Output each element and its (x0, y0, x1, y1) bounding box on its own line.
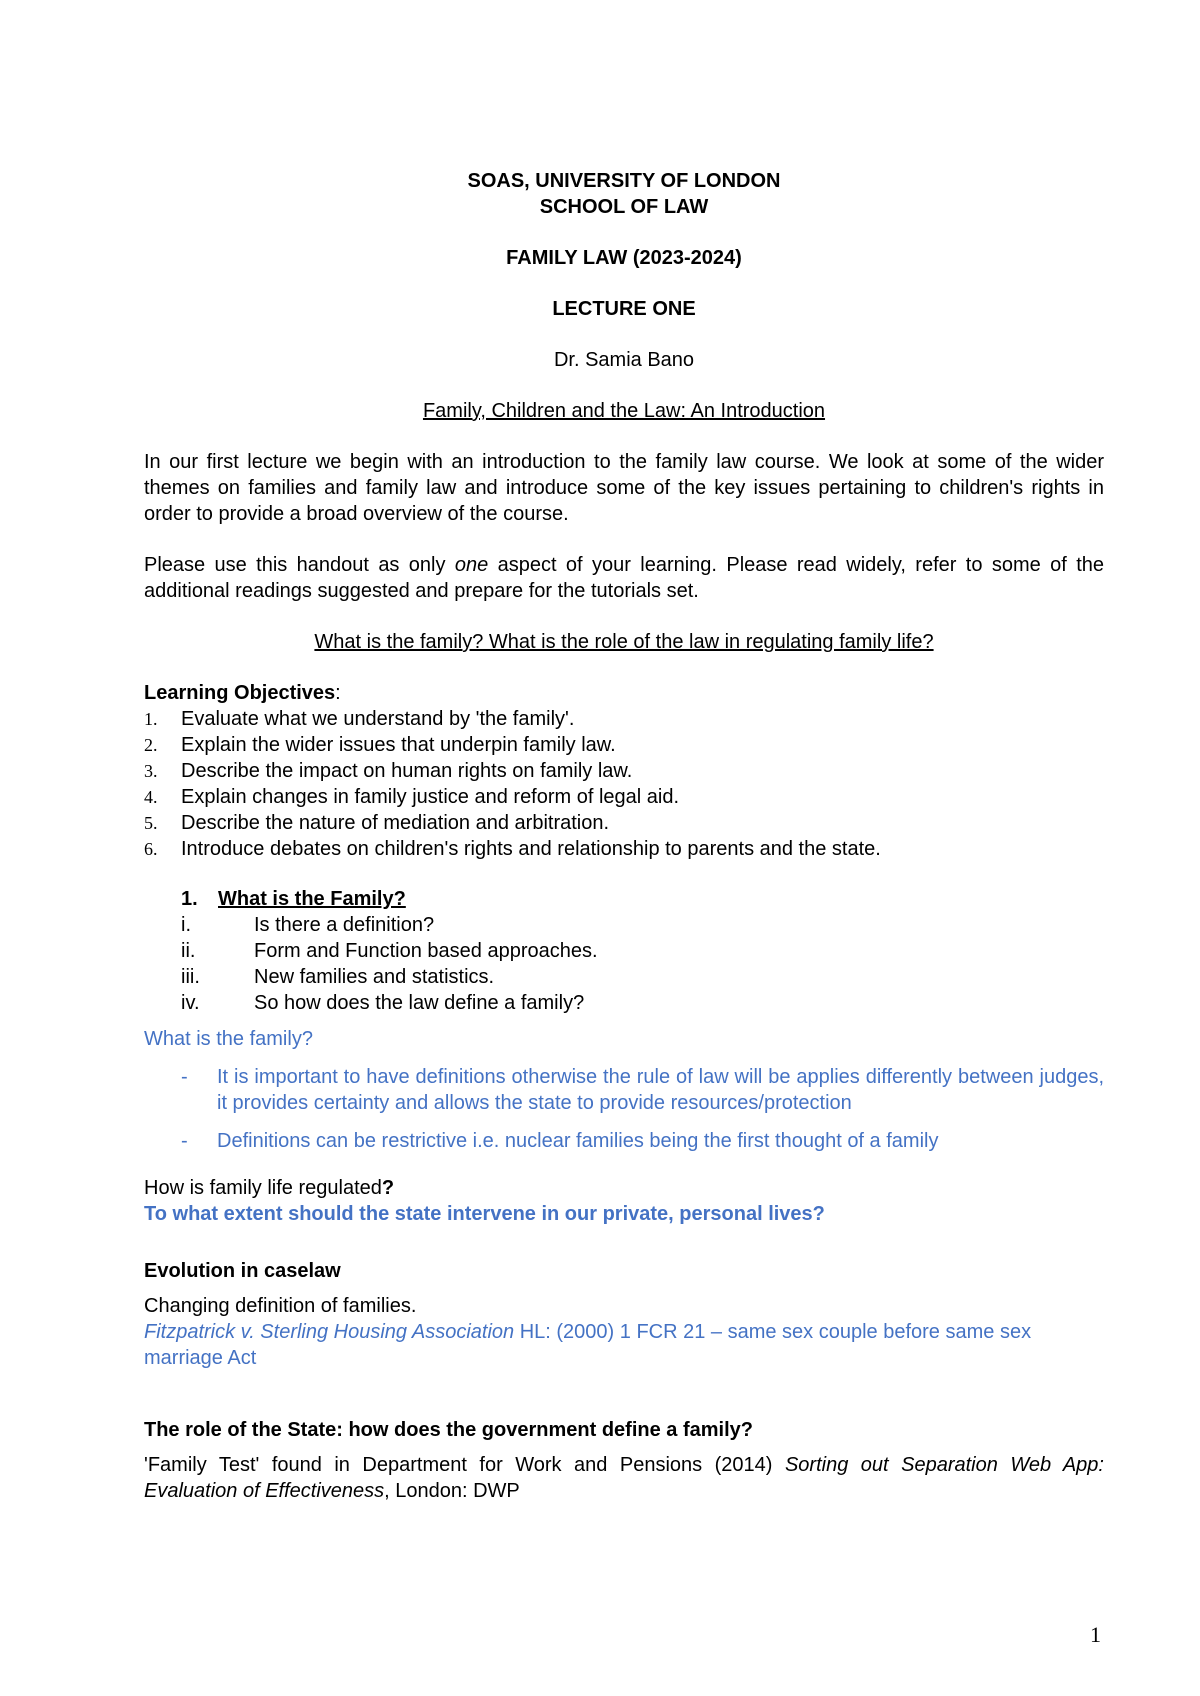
regulation-question (144, 1175, 1104, 1201)
list-number: 5. (144, 813, 158, 833)
lecture-title: LECTURE ONE (552, 298, 696, 320)
section-number: 1. (181, 888, 198, 910)
caselaw-heading: Evolution in caselaw (144, 1260, 341, 1282)
page-number: 1 (1090, 1622, 1101, 1647)
course-title: FAMILY LAW (2023-2024) (506, 247, 742, 269)
list-item (144, 810, 1104, 836)
handout-note-paragraph (144, 552, 1104, 604)
document-subtitle: Family, Children and the Law: An Introduction (422, 400, 826, 422)
list-text: Definitions can be restrictive i.e. nuclear families being the first thought of a family (217, 1130, 939, 1152)
family-test-end: , London: DWP (384, 1480, 520, 1502)
caselaw-intro: Changing definition of families. (144, 1295, 417, 1317)
section-sublist (181, 912, 1104, 1016)
list-number: i. (181, 914, 191, 936)
section-heading (181, 886, 1104, 912)
list-item (144, 758, 1104, 784)
notes-list (181, 1064, 1104, 1154)
list-number: ii. (181, 940, 196, 962)
list-item (181, 964, 1104, 990)
guiding-question: What is the family? What is the role of the law in regulating family life? (314, 631, 934, 653)
list-item (144, 706, 1104, 732)
handout-note-end: aspect of your learning. Please read widely, refer to some of the additional readings suggested and prepare for the tutorials set. (144, 554, 1104, 602)
list-number: 3. (144, 761, 158, 781)
list-text: So how does the law define a family? (254, 992, 585, 1014)
notes-question: What is the family? (144, 1028, 313, 1050)
list-text: Explain changes in family justice and reform of legal aid. (181, 786, 680, 808)
handout-note-start: Please use this handout as only (144, 554, 455, 576)
list-item (144, 732, 1104, 758)
objectives-heading-colon: : (335, 682, 341, 704)
list-number: 2. (144, 735, 158, 755)
list-text: It is important to have definitions otherwise the rule of law will be applies differently between judges, it provides certainty and allows the state to provide resources/protection (217, 1066, 1104, 1114)
list-number: iii. (181, 966, 200, 988)
family-test-paragraph (144, 1452, 1104, 1504)
list-item (144, 836, 1104, 862)
list-item (181, 938, 1104, 964)
list-number: 1. (144, 709, 158, 729)
list-number: iv. (181, 992, 200, 1014)
intro-paragraph: In our first lecture we begin with an introduction to the family law course. We look at some of the wider themes on families and family law and introduce some of the key issues pertaining to children's rights in order to provide a broad overview of the course. (144, 451, 1104, 525)
list-number: 6. (144, 839, 158, 859)
list-item (181, 990, 1104, 1016)
school-name: SCHOOL OF LAW (539, 196, 709, 218)
handout-note-emphasis: one (454, 554, 489, 576)
regulation-question-text: How is family life regulated (144, 1177, 382, 1199)
dash-bullet: - (181, 1130, 188, 1152)
case-citation (144, 1319, 1104, 1371)
institution-name: SOAS, UNIVERSITY OF LONDON (467, 170, 781, 192)
dash-bullet: - (181, 1066, 188, 1088)
family-test-title: Sorting out Separation Web App: Evaluation of Effectiveness (144, 1454, 1104, 1502)
list-text: Describe the impact on human rights on family law. (181, 760, 633, 782)
list-number: 4. (144, 787, 158, 807)
list-text: Evaluate what we understand by 'the family'. (181, 708, 575, 730)
objectives-heading-text: Learning Objectives (144, 682, 336, 704)
document-body (144, 168, 1104, 1504)
case-name: Fitzpatrick v. Sterling Housing Association (144, 1321, 515, 1343)
case-details: HL: (2000) 1 FCR 21 – same sex couple before same sex marriage Act (144, 1321, 1032, 1369)
state-intervention-question: To what extent should the state intervene in our private, personal lives? (144, 1203, 825, 1225)
list-text: Explain the wider issues that underpin family law. (181, 734, 616, 756)
regulation-question-mark: ? (381, 1177, 395, 1199)
list-item (181, 1064, 1104, 1116)
list-text: Introduce debates on children's rights and relationship to parents and the state. (181, 838, 881, 860)
list-text: New families and statistics. (254, 966, 495, 988)
family-test-start: 'Family Test' found in Department for Work and Pensions (2014) (144, 1454, 785, 1476)
objectives-list (144, 706, 1104, 862)
list-item (181, 912, 1104, 938)
list-text: Describe the nature of mediation and arbitration. (181, 812, 610, 834)
list-item (144, 784, 1104, 810)
author-name: Dr. Samia Bano (553, 349, 695, 371)
section-title: What is the Family? (218, 888, 406, 910)
state-heading: The role of the State: how does the government define a family? (144, 1419, 753, 1441)
list-item (181, 1128, 1104, 1154)
objectives-heading (144, 680, 1104, 706)
list-text: Is there a definition? (254, 914, 435, 936)
list-text: Form and Function based approaches. (254, 940, 598, 962)
